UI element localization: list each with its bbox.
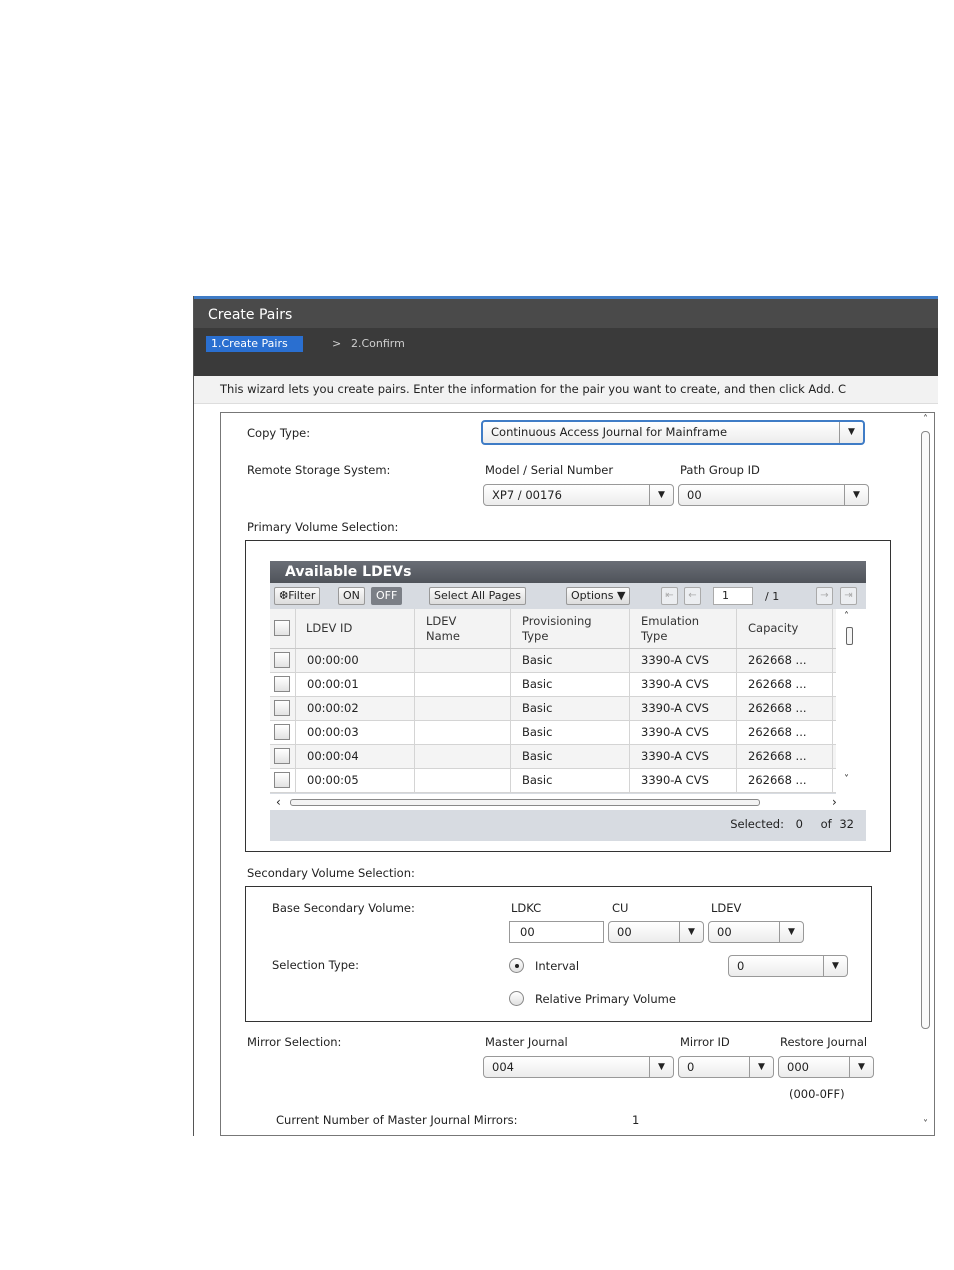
row-checkbox[interactable]	[274, 700, 290, 716]
restore-journal-range: (000-0FF)	[789, 1087, 845, 1101]
scroll-right-icon[interactable]: ›	[832, 795, 837, 809]
row-checkbox[interactable]	[274, 676, 290, 692]
cell-emu: 3390-A CVS	[630, 673, 737, 696]
cell-cap: 262668 ...	[737, 769, 833, 792]
available-ldevs-table	[270, 561, 866, 841]
grid-header	[270, 609, 836, 649]
master-journal-select[interactable]	[483, 1056, 674, 1078]
grid-body	[270, 649, 836, 793]
form-panel	[220, 412, 935, 1136]
current-mirrors-label: Current Number of Master Journal Mirrors:	[276, 1113, 518, 1127]
table-row[interactable]	[270, 745, 836, 769]
scroll-down-icon[interactable]: ˅	[844, 774, 849, 785]
row-checkbox[interactable]	[274, 724, 290, 740]
last-page-icon[interactable]: ⇥	[840, 587, 857, 605]
cu-label: CU	[612, 901, 629, 915]
page-total: / 1	[765, 590, 780, 603]
of-label: of	[820, 817, 832, 831]
scroll-down-icon[interactable]: ˅	[923, 1119, 928, 1130]
master-journal-value: 004	[492, 1060, 514, 1074]
ldev-grid	[270, 609, 836, 793]
interval-radio[interactable]	[509, 958, 524, 973]
cell-cap: 262668 ...	[737, 649, 833, 672]
cell-id: 00:00:03	[296, 721, 415, 744]
radio-selected-dot	[515, 964, 519, 968]
mirror-id-value: 0	[687, 1060, 695, 1074]
cell-emu: 3390-A CVS	[630, 697, 737, 720]
chevron-down-icon[interactable]: ▼	[844, 485, 868, 505]
page-number-input[interactable]: 1	[713, 587, 753, 605]
table-row[interactable]	[270, 721, 836, 745]
selected-count: 0	[795, 817, 803, 831]
table-horizontal-scrollbar[interactable]	[270, 794, 866, 810]
cell-id: 00:00:02	[296, 697, 415, 720]
mirror-id-label: Mirror ID	[680, 1035, 730, 1049]
selected-count-line	[730, 817, 854, 831]
select-all-pages-button[interactable]: Select All Pages	[429, 587, 526, 605]
restore-journal-value: 000	[787, 1060, 809, 1074]
wizard-instructions: This wizard lets you create pairs. Enter the information for the pair you want to create, and then click Add. C	[194, 376, 938, 404]
model-serial-label: Model / Serial Number	[485, 463, 614, 477]
step-confirm[interactable]: 2.Confirm	[351, 337, 405, 350]
wizard-steps	[194, 328, 938, 376]
path-group-value: 00	[687, 488, 702, 502]
filter-off-button[interactable]: OFF	[371, 587, 402, 605]
ldev-value: 00	[717, 925, 732, 939]
model-serial-value: XP7 / 00176	[492, 488, 562, 502]
row-checkbox[interactable]	[274, 748, 290, 764]
interval-value: 0	[737, 959, 745, 973]
cell-emu: 3390-A CVS	[630, 721, 737, 744]
col-emulation-type[interactable]: Emulation Type	[630, 609, 737, 648]
ldkc-label: LDKC	[511, 901, 542, 915]
chevron-down-icon[interactable]: ▼	[779, 922, 803, 942]
options-button[interactable]: Options ▼	[566, 587, 630, 605]
table-vertical-scrollbar[interactable]	[836, 609, 866, 794]
filter-button[interactable]: ❆Filter	[274, 587, 320, 605]
relative-primary-radio[interactable]	[509, 991, 524, 1006]
cell-emu: 3390-A CVS	[630, 745, 737, 768]
chevron-down-icon[interactable]: ▼	[649, 485, 673, 505]
cell-name	[415, 769, 511, 792]
ldev-select[interactable]	[708, 921, 804, 943]
ldev-label: LDEV	[711, 901, 742, 915]
chevron-down-icon[interactable]: ▼	[649, 1057, 673, 1077]
interval-select[interactable]	[728, 955, 848, 977]
restore-journal-label: Restore Journal	[780, 1035, 868, 1049]
path-group-label: Path Group ID	[680, 463, 760, 477]
mirror-selection-label: Mirror Selection:	[247, 1035, 342, 1049]
current-mirrors-value: 1	[632, 1113, 640, 1127]
model-serial-select[interactable]	[483, 484, 674, 506]
cell-cap: 262668 ...	[737, 697, 833, 720]
cell-name	[415, 721, 511, 744]
copy-type-label: Copy Type:	[247, 426, 311, 440]
select-all-checkbox[interactable]	[274, 620, 290, 636]
table-row[interactable]	[270, 673, 836, 697]
cu-select[interactable]	[608, 921, 704, 943]
cell-prov: Basic	[511, 649, 630, 672]
secondary-volume-box	[245, 886, 872, 1022]
relative-primary-label: Relative Primary Volume	[535, 992, 676, 1006]
interval-label: Interval	[535, 959, 580, 973]
master-journal-label: Master Journal	[485, 1035, 568, 1049]
remote-storage-label: Remote Storage System:	[247, 463, 391, 477]
cell-name	[415, 697, 511, 720]
col-capacity[interactable]: Capacity	[737, 609, 833, 648]
cell-prov: Basic	[511, 673, 630, 696]
create-pairs-dialog	[193, 296, 938, 1136]
mirror-id-select[interactable]	[678, 1056, 774, 1078]
chevron-down-icon[interactable]: ▼	[839, 422, 863, 443]
chevron-down-icon[interactable]: ▼	[749, 1057, 773, 1077]
base-secondary-label: Base Secondary Volume:	[272, 901, 415, 915]
path-group-select[interactable]	[678, 484, 869, 506]
scroll-up-icon[interactable]: ˄	[923, 414, 928, 425]
selection-type-label: Selection Type:	[272, 958, 359, 972]
cell-prov: Basic	[511, 721, 630, 744]
cell-id: 00:00:04	[296, 745, 415, 768]
cell-name	[415, 745, 511, 768]
primary-volume-box	[245, 540, 891, 852]
row-checkbox[interactable]	[274, 772, 290, 788]
cell-id: 00:00:01	[296, 673, 415, 696]
col-provisioning-type[interactable]: Provisioning Type	[511, 609, 630, 648]
total-count: 32	[839, 817, 854, 831]
copy-type-select[interactable]	[481, 420, 865, 445]
table-row[interactable]	[270, 697, 836, 721]
cell-cap: 262668 ...	[737, 745, 833, 768]
cell-name	[415, 673, 511, 696]
panel-vertical-scrollbar[interactable]	[919, 413, 932, 1135]
secondary-volume-label: Secondary Volume Selection:	[247, 866, 415, 880]
chevron-down-icon[interactable]: ▼	[823, 956, 847, 976]
table-toolbar	[270, 583, 866, 609]
dialog-title: Create Pairs	[194, 299, 938, 328]
filter-on-button[interactable]: ON	[338, 587, 365, 605]
cu-value: 00	[617, 925, 632, 939]
scroll-left-icon[interactable]: ‹	[276, 795, 281, 809]
restore-journal-select[interactable]	[778, 1056, 874, 1078]
table-row[interactable]	[270, 769, 836, 793]
primary-volume-label: Primary Volume Selection:	[247, 520, 399, 534]
table-title: Available LDEVs	[270, 561, 866, 583]
cell-name	[415, 649, 511, 672]
cell-emu: 3390-A CVS	[630, 649, 737, 672]
cell-id: 00:00:05	[296, 769, 415, 792]
cell-prov: Basic	[511, 745, 630, 768]
step-separator: >	[332, 337, 342, 350]
row-checkbox[interactable]	[274, 652, 290, 668]
chevron-down-icon[interactable]: ▼	[679, 922, 703, 942]
table-row[interactable]	[270, 649, 836, 673]
cell-cap: 262668 ...	[737, 673, 833, 696]
selected-label: Selected:	[730, 817, 784, 831]
table-scroll-thumb[interactable]	[846, 627, 853, 645]
cell-prov: Basic	[511, 769, 630, 792]
step-create-pairs[interactable]: 1.Create Pairs	[206, 336, 303, 352]
col-ldev-name[interactable]: LDEV Name	[415, 609, 511, 648]
next-page-icon[interactable]: →	[816, 587, 833, 605]
prev-page-icon[interactable]: ←	[684, 587, 701, 605]
cell-id: 00:00:00	[296, 649, 415, 672]
cell-prov: Basic	[511, 697, 630, 720]
ldkc-input[interactable]: 00	[509, 921, 604, 943]
copy-type-value: Continuous Access Journal for Mainframe	[491, 425, 728, 439]
chevron-down-icon[interactable]: ▼	[849, 1057, 873, 1077]
col-ldev-id[interactable]: LDEV ID	[296, 609, 415, 648]
cell-cap: 262668 ...	[737, 721, 833, 744]
cell-emu: 3390-A CVS	[630, 769, 737, 792]
horizontal-scroll-thumb[interactable]	[290, 799, 760, 806]
scroll-up-icon[interactable]: ˄	[844, 611, 849, 622]
panel-scroll-thumb[interactable]	[921, 431, 930, 1029]
first-page-icon[interactable]: ⇤	[661, 587, 678, 605]
